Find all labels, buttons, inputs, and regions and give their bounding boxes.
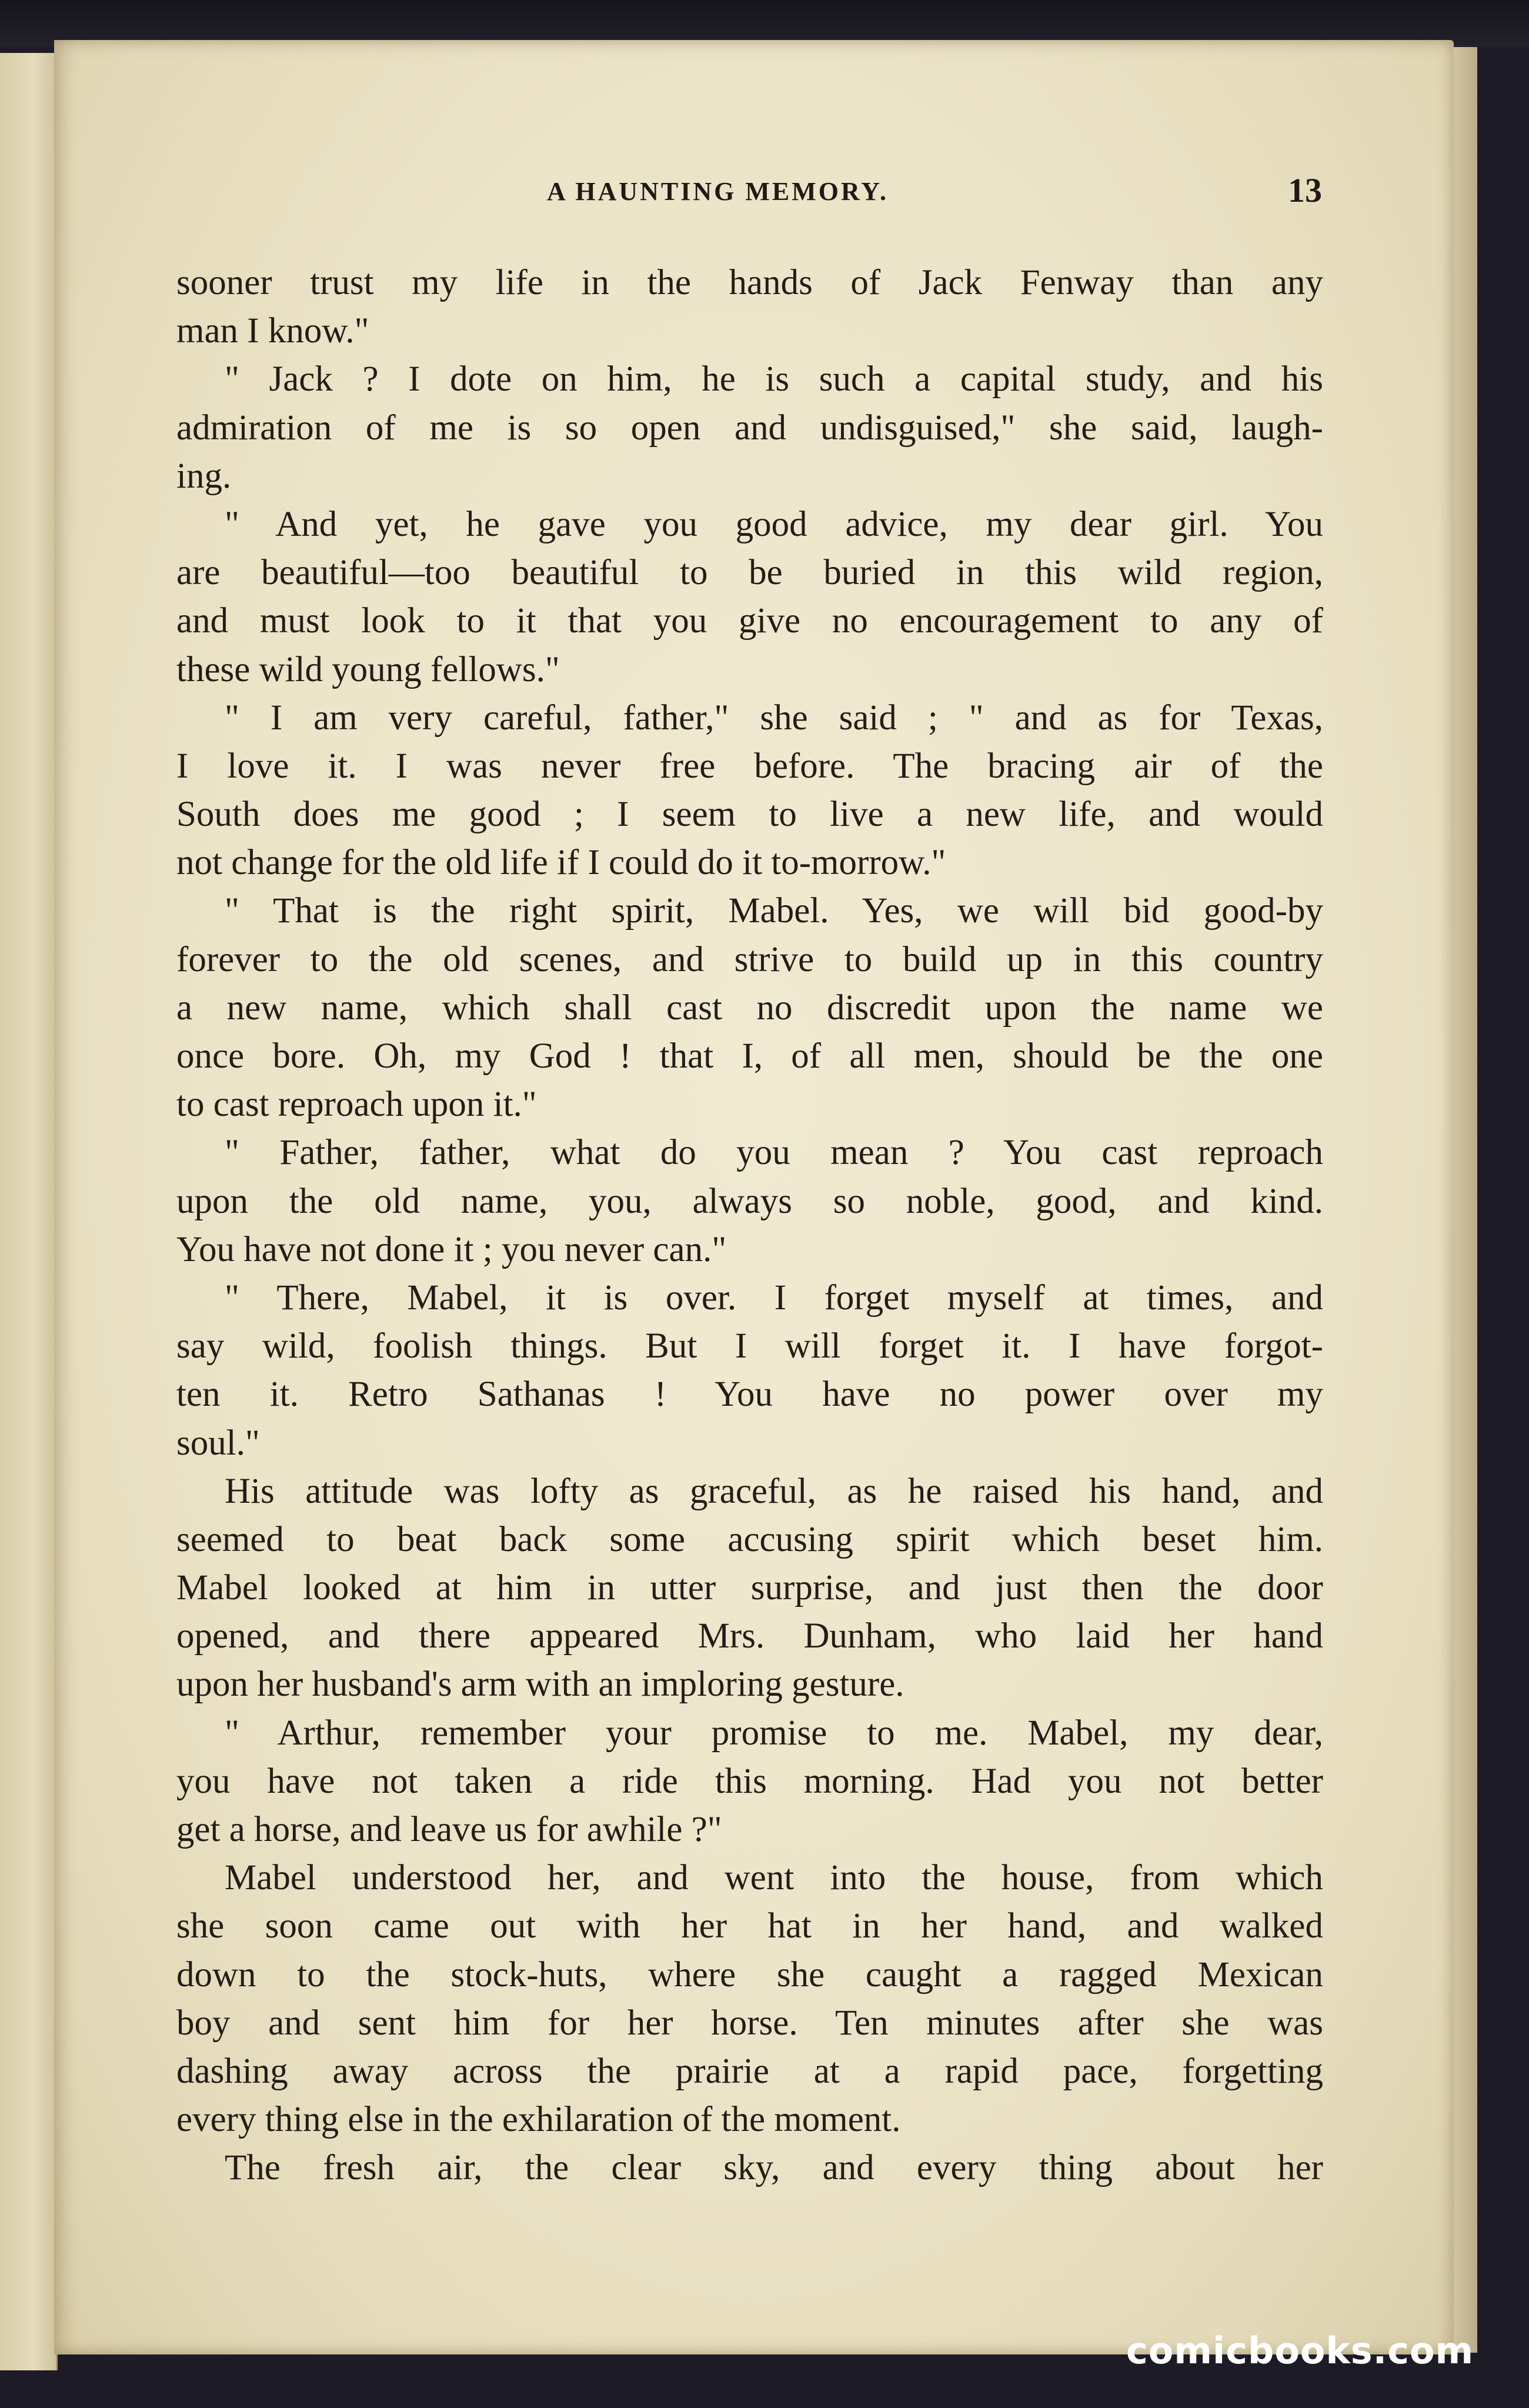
facing-page-edge (0, 53, 58, 2370)
text-line: admiration of me is so open and undisguised," she said, laugh- (176, 408, 1323, 448)
text-line: ing. (176, 456, 232, 496)
text-line: boy and sent him for her horse. Ten minutes after she was (176, 2003, 1323, 2043)
page-stack-edge (1454, 47, 1477, 2353)
text-line: a new name, which shall cast no discredit upon the name we (176, 988, 1323, 1028)
text-line: " There, Mabel, it is over. I forget myself at times, and (225, 1278, 1323, 1318)
running-title: A HAUNTING MEMORY. (547, 177, 889, 206)
text-line: opened, and there appeared Mrs. Dunham, who laid her hand (176, 1616, 1323, 1656)
text-line: once bore. Oh, my God ! that I, of all men, should be the one (176, 1036, 1323, 1076)
text-line: South does me good ; I seem to live a new life, and would (176, 795, 1323, 835)
text-line: forever to the old scenes, and strive to build up in this country (176, 939, 1323, 979)
text-line: I love it. I was never free before. The bracing air of the (176, 746, 1323, 786)
text-line: ten it. Retro Sathanas ! You have no power over my (176, 1375, 1323, 1415)
watermark-logo: comicbooks.com (1126, 2329, 1474, 2372)
text-line: The fresh air, the clear sky, and every thing about her (225, 2148, 1323, 2188)
text-line: soul." (176, 1423, 260, 1463)
text-line: and must look to it that you give no encouragement to any of (176, 601, 1323, 641)
text-line: you have not taken a ride this morning. Had you not better (176, 1761, 1323, 1801)
text-line: not change for the old life if I could do it to-morrow." (176, 843, 946, 883)
text-line: " I am very careful, father," she said ; " and as for Texas, (225, 698, 1323, 738)
text-line: say wild, foolish things. But I will forget it. I have forgot- (176, 1326, 1323, 1366)
text-line: " That is the right spirit, Mabel. Yes, we will bid good-by (225, 891, 1323, 931)
text-line: every thing else in the exhilaration of the moment. (176, 2100, 901, 2140)
text-line: these wild young fellows." (176, 649, 560, 689)
text-line: seemed to beat back some accusing spirit which beset him. (176, 1519, 1323, 1559)
text-line: she soon came out with her hat in her hand, and walked (176, 1906, 1323, 1946)
body-text (176, 259, 1323, 2193)
text-line: sooner trust my life in the hands of Jack Fenway than any (176, 263, 1323, 302)
text-line: His attitude was lofty as graceful, as he raised his hand, and (225, 1471, 1323, 1511)
text-line: Mabel understood her, and went into the house, from which (225, 1858, 1323, 1898)
text-line: to cast reproach upon it." (176, 1085, 537, 1125)
text-line: dashing away across the prairie at a rapid pace, forgetting (176, 2051, 1323, 2091)
text-line: upon her husband's arm with an imploring gesture. (176, 1665, 904, 1705)
text-line: Mabel looked at him in utter surprise, and just then the door (176, 1568, 1323, 1608)
page-number: 13 (1288, 171, 1322, 209)
text-line: " Jack ? I dote on him, he is such a capital study, and his (225, 359, 1323, 399)
text-line: upon the old name, you, always so noble, good, and kind. (176, 1181, 1323, 1221)
text-line: " And yet, he gave you good advice, my dear girl. You (225, 504, 1323, 544)
text-line: " Father, father, what do you mean ? You cast reproach (225, 1133, 1323, 1173)
text-line: " Arthur, remember your promise to me. Mabel, my dear, (225, 1713, 1323, 1753)
text-line: You have not done it ; you never can." (176, 1229, 727, 1269)
text-line: get a horse, and leave us for awhile ?" (176, 1810, 722, 1849)
text-line: man I know." (176, 311, 369, 351)
text-line: down to the stock-huts, where she caught a ragged Mexican (176, 1955, 1323, 1995)
text-line: are beautiful—too beautiful to be buried in this wild region, (176, 553, 1323, 593)
